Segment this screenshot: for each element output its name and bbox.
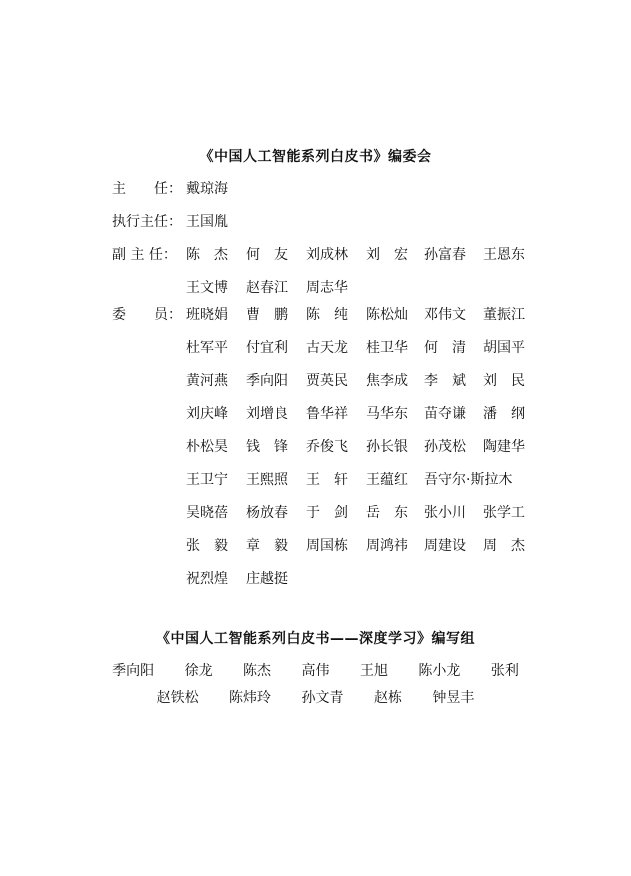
name: 王 轩 [306, 472, 348, 488]
name: 朴松昊 [186, 439, 228, 455]
members-label: 委 员： [112, 307, 182, 323]
name: 赵铁松 [156, 690, 199, 706]
name: 陈松灿 [366, 307, 408, 323]
name: 王卫宁 [186, 472, 228, 488]
director-names [186, 179, 546, 212]
name: 戴琼海 [186, 181, 228, 197]
committee-title: 《中国人工智能系列白皮书》编委会 [199, 149, 432, 165]
name: 钟昱丰 [432, 690, 475, 706]
name: 杜军平 [186, 340, 228, 356]
name: 王文博 [186, 280, 228, 296]
name: 庄越挺 [246, 571, 288, 587]
name: 刘增良 [246, 406, 288, 422]
name: 徐龙 [184, 663, 213, 679]
name: 孙长银 [366, 439, 408, 455]
name: 张学工 [483, 505, 525, 521]
name: 曹 鹏 [246, 307, 288, 323]
name: 邓伟文 [424, 307, 466, 323]
name: 刘 民 [483, 373, 525, 389]
name: 高伟 [301, 663, 330, 679]
name: 于 剑 [306, 505, 348, 521]
name: 陈炜玲 [229, 690, 272, 706]
name: 陈 杰 [186, 247, 228, 263]
name: 祝烈煌 [186, 571, 228, 587]
writing-group-title: 《中国人工智能系列白皮书——深度学习》编写组 [156, 631, 475, 647]
deputy-label: 副 主 任： [112, 247, 177, 263]
name: 吴晓蓓 [186, 505, 228, 521]
name: 王国胤 [186, 214, 228, 230]
name: 周 杰 [483, 538, 525, 554]
name: 季向阳 [246, 373, 288, 389]
name: 李 斌 [424, 373, 466, 389]
name: 王恩东 [483, 247, 525, 263]
name: 周建设 [424, 538, 466, 554]
name: 孙富春 [424, 247, 466, 263]
name: 杨放春 [246, 505, 288, 521]
name: 董振江 [483, 307, 525, 323]
director-label: 主 任： [112, 181, 182, 197]
name: 桂卫华 [366, 340, 408, 356]
name: 孙茂松 [424, 439, 466, 455]
name: 陈小龙 [418, 663, 461, 679]
member-names [186, 305, 546, 602]
exec-director-names [186, 212, 546, 245]
name: 刘 宏 [366, 247, 408, 263]
name: 周鸿祎 [366, 538, 408, 554]
name: 胡国平 [483, 340, 525, 356]
name: 付宜利 [246, 340, 288, 356]
writing-group-row-1 [0, 661, 631, 681]
name: 岳 东 [366, 505, 408, 521]
name: 古天龙 [306, 340, 348, 356]
name: 鲁华祥 [306, 406, 348, 422]
name: 何 清 [424, 340, 466, 356]
name: 吾守尔·斯拉木 [424, 472, 513, 488]
name: 陶建华 [483, 439, 525, 455]
name: 陈 纯 [306, 307, 348, 323]
name: 王熙照 [246, 472, 288, 488]
exec-director-label: 执行主任： [112, 214, 182, 230]
name: 季向阳 [112, 663, 155, 679]
name: 潘 纲 [483, 406, 525, 422]
name: 苗夺谦 [424, 406, 466, 422]
name: 黄河燕 [186, 373, 228, 389]
name: 周国栋 [306, 538, 348, 554]
name: 张利 [490, 663, 519, 679]
deputy-names [186, 245, 546, 311]
name: 焦李成 [366, 373, 408, 389]
name: 乔俊飞 [306, 439, 348, 455]
name: 刘成林 [306, 247, 348, 263]
name: 钱 锋 [246, 439, 288, 455]
writing-group-row-2 [0, 688, 631, 708]
name: 赵春江 [246, 280, 288, 296]
name: 马华东 [366, 406, 408, 422]
name: 何 友 [246, 247, 288, 263]
name: 周志华 [306, 280, 348, 296]
name: 张 毅 [186, 538, 228, 554]
name: 贾英民 [306, 373, 348, 389]
name: 赵栋 [373, 690, 402, 706]
name: 章 毅 [246, 538, 288, 554]
name: 张小川 [424, 505, 466, 521]
name: 王旭 [359, 663, 388, 679]
name: 刘庆峰 [186, 406, 228, 422]
name: 孙文青 [301, 690, 344, 706]
name: 班晓娟 [186, 307, 228, 323]
name: 王蕴红 [366, 472, 408, 488]
name: 陈杰 [243, 663, 272, 679]
